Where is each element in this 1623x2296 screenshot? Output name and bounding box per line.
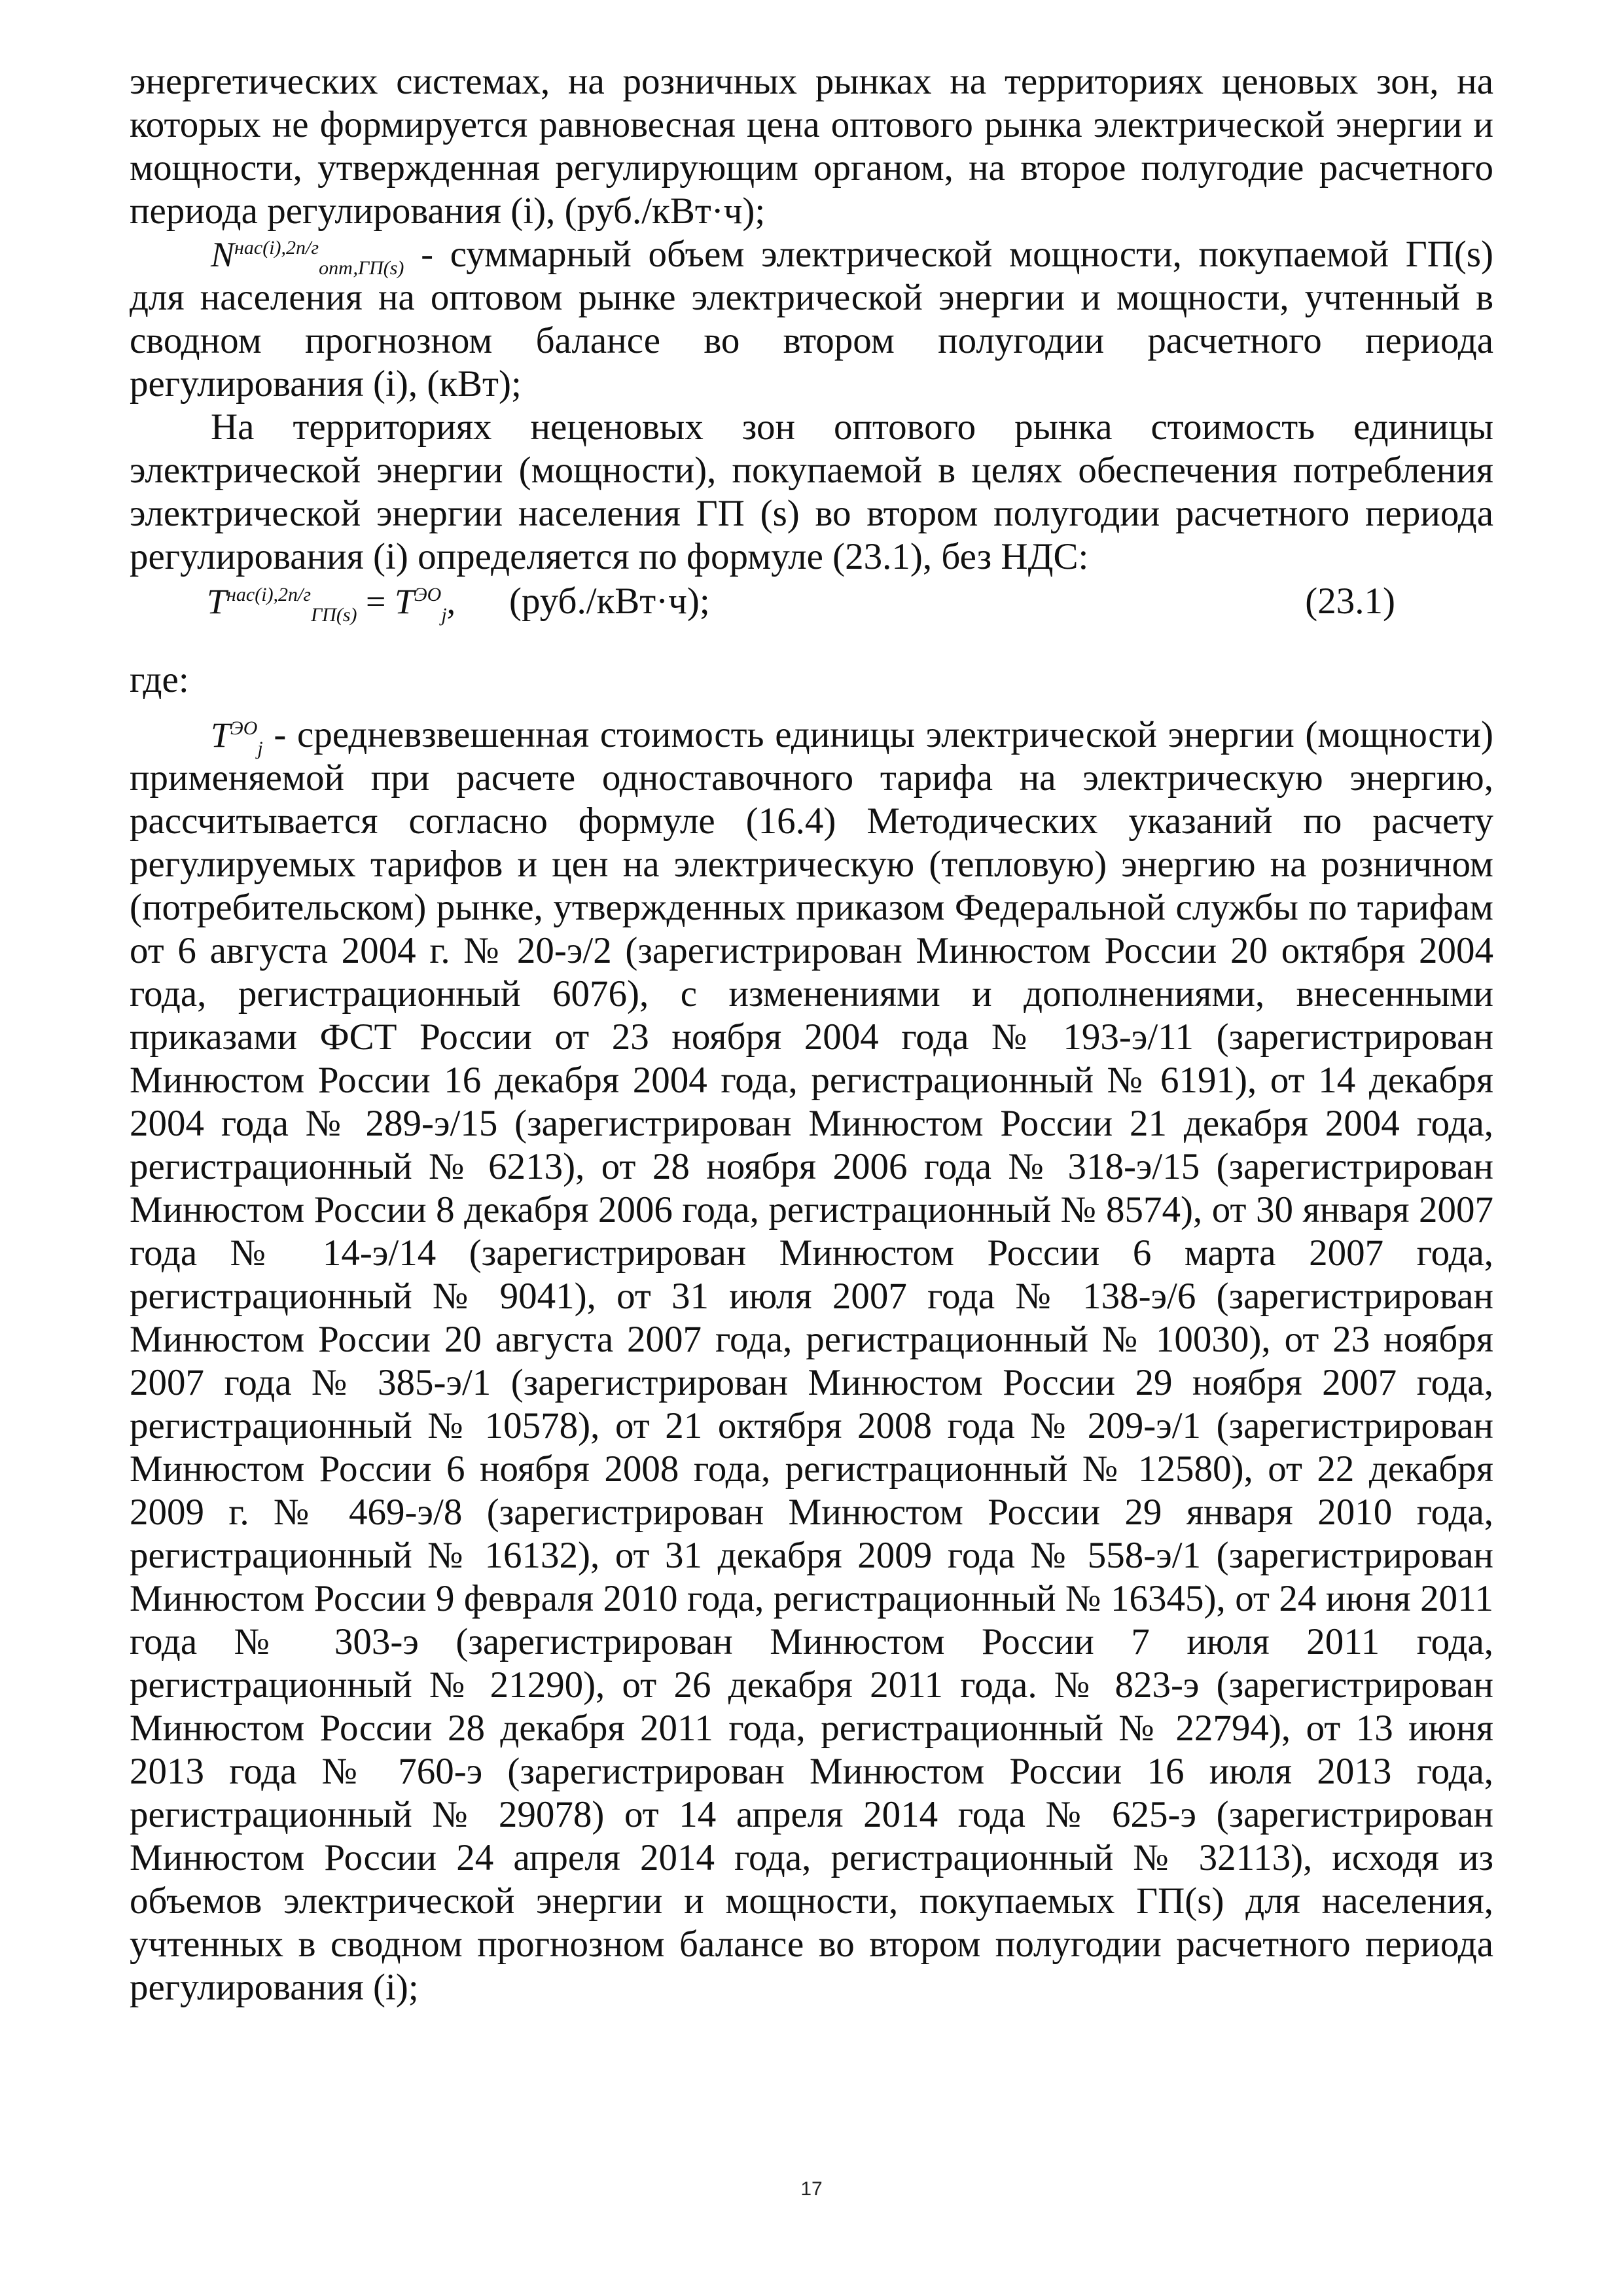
formula-symbol-t-eo: $T^{ЭО}_j$ <box>211 715 263 759</box>
definition-t-eo <box>130 713 1493 2009</box>
formula-lhs: $T^{нас(i),2п/г}_{ГП(s)} = T^{ЭО}_j$, <box>207 582 456 626</box>
definition-t-eo-text: - средневзвешенная стоимость единицы электрической энергии (мощности) применяемой при расчете одноставочного тарифа на электрическую энергию, рассчитывается согласно формуле (16.4) Методических указаний по расчету регулируемых тарифов и цен на электрическую (тепловую) энергию на розничном (потребительском) рынке, утвержденных приказом Федеральной службы по тарифам от 6 августа 2004 г. № 20-э/2 (зарегистрирован Минюстом России 20 октября 2004 года, регистрационный 6076), с изменениями и дополнениями, внесенными приказами ФСТ России от 23 ноября 2004 года № 193-э/11 (зарегистрирован Минюстом России 16 декабря 2004 года, регистрационный № 6191), от 14 декабря 2004 года № 289-э/15 (зарегистрирован Минюстом России 21 декабря 2004 года, регистрационный № 6213), от 28 ноября 2006 года № 318-э/15 (зарегистрирован Минюстом России 8 декабря 2006 года, регистрационный № 8574), от 30 января 2007 года № 14-э/14 (зарегистрирован Минюстом России 6 марта 2007 года, регистрационный № 9041), от 31 июля 2007 года № 138-э/6 (зарегистрирован Минюстом России 20 августа 2007 года, регистрационный № 10030), от 23 ноября 2007 года № 385-э/1 (зарегистрирован Минюстом России 29 ноября 2007 года, регистрационный № 10578), от 21 октября 2008 года № 209-э/1 (зарегистрирован Минюстом России 6 ноября 2008 года, регистрационный № 12580), от 22 декабря 2009 г. № 469-э/8 (зарегистрирован Минюстом России 29 января 2010 года, регистрационный № 16132), от 31 декабря 2009 года № 558-э/1 (зарегистрирован Минюстом России 9 февраля 2010 года, регистрационный № 16345), от 24 июня 2011 года № 303-э (зарегистрирован Минюстом России 7 июля 2011 года, регистрационный № 21290), от 26 декабря 2011 года. № 823-э (зарегистрирован Минюстом России 28 декабря 2011 года, регистрационный № 22794), от 13 июня 2013 года № 760-э (зарегистрирован Минюстом России 16 июля 2013 года, регистрационный № 29078) от 14 апреля 2014 года № 625-э (зарегистрирован Минюстом России 24 апреля 2014 года, регистрационный № 32113), исходя из объемов электрической энергии и мощности, покупаемых ГП(s) для населения, учтенных в сводном прогнозном балансе во втором полугодии расчетного периода регулирования (i); <box>130 714 1493 2008</box>
formula-symbol-n: $N^{нас(i),2п/г}_{опт,ГП(s)}$ <box>211 235 404 279</box>
page-body <box>130 60 1493 2009</box>
page-number: 17 <box>800 2178 823 2200</box>
paragraph-continuation: энергетических системах, на розничных рынках на территориях ценовых зон, на которых не формируется равновесная цена оптового рынка электрической энергии и мощности, утвержденная регулирующим органом, на второе полугодие расчетного периода регулирования (i), (руб./кВт·ч); <box>130 61 1493 232</box>
formula-23-1 <box>130 580 1493 626</box>
paragraph-non-price-zones: На территориях неценовых зон оптового рынка стоимость единицы электрической энергии (мощности), покупаемой в целях обеспечения потребления электрической энергии населения ГП (s) во втором полугодии расчетного периода регулирования (i) определяется по формуле (23.1), без НДС: <box>130 406 1493 577</box>
definition-n-volume <box>130 233 1493 406</box>
formula-unit: (руб./кВт·ч); <box>509 581 710 622</box>
where-label: где: <box>130 659 189 700</box>
formula-number: (23.1) <box>1305 581 1395 622</box>
definition-n-text: - суммарный объем электрической мощности, покупаемой ГП(s) для населения на оптовом рынке электрической энергии и мощности, учтенный в сводном прогнозном балансе во втором полугодии расчетного периода регулирования (i), (кВт); <box>130 234 1493 404</box>
